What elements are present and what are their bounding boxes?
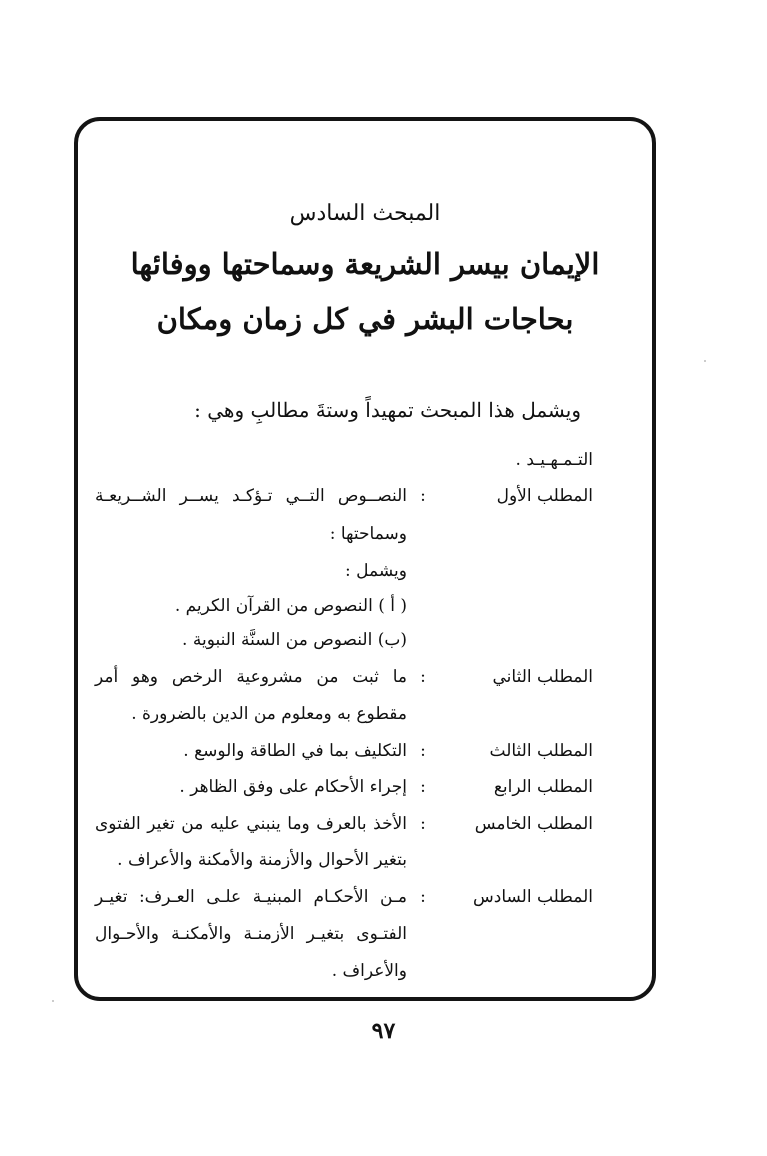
item-label-6: المطلب السادس <box>473 887 593 907</box>
item-separator-6: : <box>420 887 426 907</box>
item-line-1-2: وسماحتها : <box>329 524 407 544</box>
scan-speck <box>704 360 706 362</box>
item-line-1-3: ويشمل : <box>345 561 407 581</box>
item-line-2-1: ما ثبت من مشروعية الرخص وهو أمر <box>95 667 407 687</box>
item-line-5-1: الأخذ بالعرف وما ينبني عليه من تغير الفتوى <box>95 814 407 834</box>
item-line-2-2: مقطوع به ومعلوم من الدين بالضرورة . <box>131 704 407 724</box>
item-line-5-2: بتغير الأحوال والأزمنة والأمكنة والأعراف . <box>117 850 407 870</box>
item-line-1-1: النصــوص التــي تـؤكـد يســر الشــريعـة <box>95 486 407 506</box>
page-number: ٩٧ <box>371 1018 396 1044</box>
item-line-6-1: مـن الأحكـام المبنيـة علـى العـرف: تغيـر <box>95 887 407 907</box>
item-separator-2: : <box>420 667 426 687</box>
item-line-4-1: إجراء الأحكام على وفق الظاهر . <box>179 777 407 797</box>
section-subtitle: المبحث السادس <box>289 201 441 226</box>
item-line-1-5: (ب) النصوص من السنَّة النبوية . <box>182 630 407 650</box>
item-label-5: المطلب الخامس <box>474 814 593 834</box>
scan-speck <box>52 1000 54 1002</box>
item-separator-5: : <box>420 814 426 834</box>
item-label-4: المطلب الرابع <box>493 777 593 797</box>
item-label-2: المطلب الثاني <box>492 667 593 687</box>
intro-paragraph: ويشمل هذا المبحث تمهيداً وستةَ مطالبِ وهي : <box>194 398 581 422</box>
intro-item-label: التـمـهـيـد . <box>515 450 593 470</box>
item-line-6-2: الفتـوى بتغيـر الأزمنـة والأمكنـة والأحـوال <box>95 924 407 944</box>
item-line-1-4: ( أ ) النصوص من القرآن الكريم . <box>174 596 407 616</box>
item-separator-3: : <box>420 741 426 761</box>
item-separator-1: : <box>420 486 426 506</box>
section-title-line-2: بحاجات البشر في كل زمان ومكان <box>156 302 574 336</box>
item-label-3: المطلب الثالث <box>489 741 593 761</box>
section-title-line-1: الإيمان بيسر الشريعة وسماحتها ووفائها <box>130 247 600 281</box>
item-line-3-1: التكليف بما في الطاقة والوسع . <box>183 741 407 761</box>
item-label-1: المطلب الأول <box>496 486 593 506</box>
item-line-6-3: والأعراف . <box>331 961 407 981</box>
item-separator-4: : <box>420 777 426 797</box>
